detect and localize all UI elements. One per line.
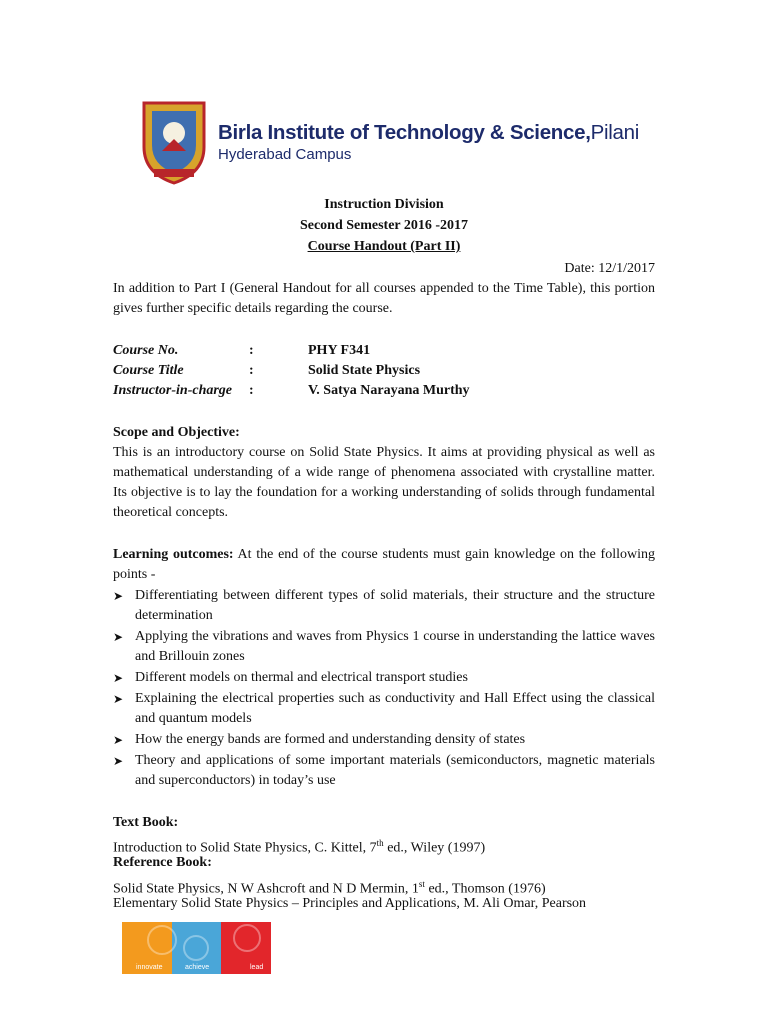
list-item-text: How the energy bands are formed and understanding density of states: [135, 732, 526, 747]
scope-heading: Scope and Objective:: [113, 425, 240, 440]
instructor-row: [113, 381, 655, 401]
course-title-label: Course Title: [113, 363, 184, 378]
instructor-colon: :: [249, 383, 254, 398]
arrow-bullet-icon: ➤: [113, 692, 124, 706]
arrow-bullet-icon: ➤: [113, 589, 124, 603]
instructor-value: V. Satya Narayana Murthy: [308, 383, 470, 398]
textbook-heading: Text Book:: [113, 815, 179, 830]
course-title-row: [113, 361, 655, 381]
handout-date: Date: 12/1/2017: [564, 261, 655, 276]
intro-paragraph: In addition to Part I (General Handout for all courses appended to the Time Table), this portion gives further specific details regarding the course.: [113, 281, 655, 316]
textbook-edition-sup: th: [376, 838, 384, 848]
course-no-value: PHY F341: [308, 343, 371, 358]
course-title-colon: :: [249, 363, 254, 378]
institute-text: [218, 121, 639, 163]
learning-intro: [113, 545, 655, 585]
textbook-entry-main: Introduction to Solid State Physics, C. Kittel, 7: [113, 840, 377, 856]
banner-word-lead: lead: [250, 964, 264, 971]
institute-name: [218, 121, 639, 145]
course-title-value: Solid State Physics: [308, 363, 421, 378]
reference-edition-sup: st: [418, 879, 425, 889]
list-item-text: Different models on thermal and electrical transport studies: [135, 670, 468, 685]
institute-header: [140, 92, 639, 192]
reference-entry-1-main: Solid State Physics, N W Ashcroft and N D Mermin, 1: [113, 881, 419, 897]
banner-word-innovate: innovate: [136, 964, 163, 971]
course-no-label: Course No.: [113, 343, 179, 358]
course-no-row: [113, 341, 655, 361]
institute-name-main: Birla Institute of Technology & Science,: [218, 121, 591, 144]
list-item-text: Applying the vibrations and waves from Physics 1 course in understanding the lattice waves and Brillouin zones: [135, 629, 655, 664]
instructor-label: Instructor-in-charge: [113, 383, 233, 398]
arrow-bullet-icon: ➤: [113, 671, 124, 685]
arrow-bullet-icon: ➤: [113, 630, 124, 644]
bits-seal-icon: [140, 99, 208, 185]
list-item-text: Theory and applications of some important materials (semiconductors, magnetic materials and superconductors) in today’s use: [135, 753, 655, 788]
semester-title: Second Semester 2016 -2017: [299, 218, 469, 233]
banner-word-achieve: achieve: [185, 964, 210, 971]
textbook-entry-tail: ed., Wiley (1997): [383, 840, 486, 856]
institute-city: Pilani: [590, 121, 639, 144]
reference-heading: Reference Book:: [113, 855, 212, 870]
handout-title: Course Handout (Part II): [307, 239, 461, 254]
course-no-colon: :: [249, 343, 254, 358]
campus-name: Hyderabad Campus: [218, 146, 352, 163]
reference-entry-2: Elementary Solid State Physics – Principles and Applications, M. Ali Omar, Pearson: [113, 896, 587, 911]
arrow-bullet-icon: ➤: [113, 733, 124, 747]
arrow-bullet-icon: ➤: [113, 754, 124, 768]
list-item-text: Explaining the electrical properties such as conductivity and Hall Effect using the classical and quantum models: [135, 691, 655, 726]
learning-intro-text: At the end of the course students must gain knowledge on the following points -: [113, 547, 655, 582]
division-title: Instruction Division: [324, 197, 444, 212]
innovate-achieve-lead-banner: [122, 922, 271, 974]
reference-entry-1-tail: ed., Thomson (1976): [424, 881, 546, 897]
list-item-text: Differentiating between different types of solid materials, their structure and the structure determination: [135, 588, 655, 623]
scope-body: This is an introductory course on Solid State Physics. It aims at providing physical as well as mathematical understanding of a wide range of phenomena associated with crystalline matter. Its objective is to lay the foundation for a working understanding of solids through fundamental theoretical concepts.: [113, 445, 655, 520]
learning-heading: Learning outcomes:: [113, 547, 234, 562]
